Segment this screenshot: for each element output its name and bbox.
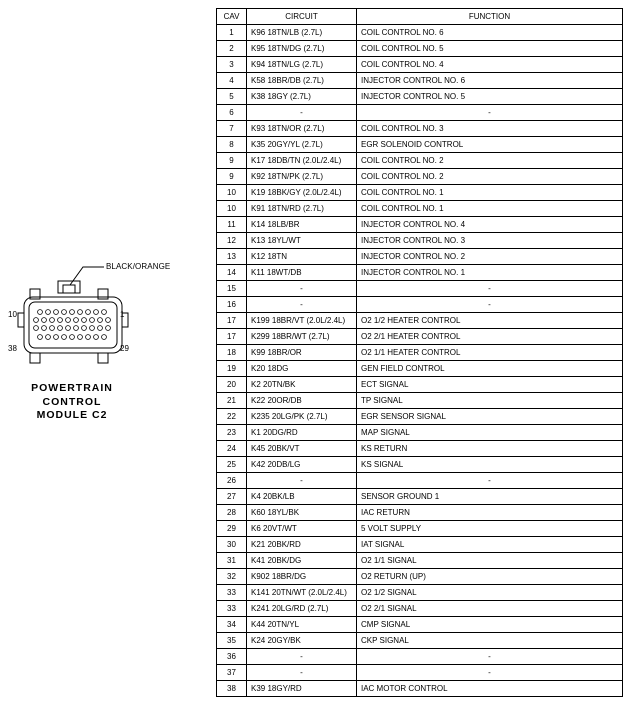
cell-function: COIL CONTROL NO. 3 — [357, 121, 623, 137]
cell-function: CMP SIGNAL — [357, 617, 623, 633]
cell-cav: 19 — [217, 361, 247, 377]
cell-circuit: K41 20BK/DG — [247, 553, 357, 569]
cell-circuit: - — [247, 665, 357, 681]
cell-cav: 3 — [217, 57, 247, 73]
cell-cav: 17 — [217, 329, 247, 345]
table-row — [217, 553, 623, 569]
cell-circuit: K12 18TN — [247, 249, 357, 265]
connector-panel — [0, 0, 215, 704]
cell-function: - — [357, 473, 623, 489]
connector-illustration — [0, 255, 215, 380]
connector-caption — [12, 382, 132, 423]
cell-function: O2 1/2 HEATER CONTROL — [357, 313, 623, 329]
cell-circuit: K1 20DG/RD — [247, 425, 357, 441]
table-row — [217, 185, 623, 201]
cell-function: COIL CONTROL NO. 1 — [357, 185, 623, 201]
cell-circuit: K95 18TN/DG (2.7L) — [247, 41, 357, 57]
caption-line: CONTROL — [42, 395, 102, 408]
cell-circuit: K235 20LG/PK (2.7L) — [247, 409, 357, 425]
cell-cav: 11 — [217, 217, 247, 233]
table-row — [217, 441, 623, 457]
table-row — [217, 57, 623, 73]
table-row — [217, 233, 623, 249]
cell-cav: 28 — [217, 505, 247, 521]
cell-circuit: K39 18GY/RD — [247, 681, 357, 697]
cell-function: COIL CONTROL NO. 2 — [357, 169, 623, 185]
table-row — [217, 249, 623, 265]
cell-cav: 33 — [217, 601, 247, 617]
table-row — [217, 505, 623, 521]
cell-circuit: K92 18TN/PK (2.7L) — [247, 169, 357, 185]
table-row — [217, 281, 623, 297]
cell-cav: 29 — [217, 521, 247, 537]
cell-function: - — [357, 297, 623, 313]
cell-circuit: K14 18LB/BR — [247, 217, 357, 233]
cell-function: EGR SENSOR SIGNAL — [357, 409, 623, 425]
table-row — [217, 585, 623, 601]
cell-cav: 22 — [217, 409, 247, 425]
cell-function: COIL CONTROL NO. 4 — [357, 57, 623, 73]
table-header-row — [217, 9, 623, 25]
cell-cav: 8 — [217, 137, 247, 153]
table-row — [217, 89, 623, 105]
cell-cav: 24 — [217, 441, 247, 457]
table-row — [217, 169, 623, 185]
cell-circuit: K19 18BK/GY (2.0L/2.4L) — [247, 185, 357, 201]
cell-circuit: K60 18YL/BK — [247, 505, 357, 521]
cell-cav: 23 — [217, 425, 247, 441]
cell-function: - — [357, 649, 623, 665]
cell-function: TP SIGNAL — [357, 393, 623, 409]
header-function: FUNCTION — [357, 9, 623, 25]
cell-cav: 14 — [217, 265, 247, 281]
table-row — [217, 617, 623, 633]
cell-cav: 35 — [217, 633, 247, 649]
cell-function: O2 2/1 HEATER CONTROL — [357, 329, 623, 345]
cell-function: - — [357, 665, 623, 681]
cell-circuit: K241 20LG/RD (2.7L) — [247, 601, 357, 617]
cell-function: COIL CONTROL NO. 5 — [357, 41, 623, 57]
table-row — [217, 201, 623, 217]
table-row — [217, 137, 623, 153]
table-row — [217, 633, 623, 649]
table-row — [217, 601, 623, 617]
cell-circuit: K299 18BR/WT (2.7L) — [247, 329, 357, 345]
cell-circuit: - — [247, 473, 357, 489]
table-row — [217, 265, 623, 281]
table-row — [217, 25, 623, 41]
caption-line: POWERTRAIN — [31, 382, 113, 394]
table-row — [217, 313, 623, 329]
cell-circuit: K38 18GY (2.7L) — [247, 89, 357, 105]
cell-cav: 12 — [217, 233, 247, 249]
table-row — [217, 41, 623, 57]
cell-cav: 33 — [217, 585, 247, 601]
table-row — [217, 217, 623, 233]
cell-cav: 27 — [217, 489, 247, 505]
pin-label-bottom-left: 38 — [8, 344, 17, 353]
cell-cav: 10 — [217, 185, 247, 201]
cell-function: - — [357, 105, 623, 121]
cell-cav: 9 — [217, 169, 247, 185]
pin-assignment-table — [216, 8, 623, 697]
cell-circuit: K99 18BR/OR — [247, 345, 357, 361]
cell-function: ECT SIGNAL — [357, 377, 623, 393]
cell-function: O2 1/2 SIGNAL — [357, 585, 623, 601]
cell-circuit: K6 20VT/WT — [247, 521, 357, 537]
cell-cav: 30 — [217, 537, 247, 553]
cell-cav: 13 — [217, 249, 247, 265]
cell-function: INJECTOR CONTROL NO. 1 — [357, 265, 623, 281]
table-row — [217, 73, 623, 89]
cell-cav: 16 — [217, 297, 247, 313]
header-circuit: CIRCUIT — [247, 9, 357, 25]
pin-label-bottom-right: 29 — [120, 344, 129, 353]
table-row — [217, 393, 623, 409]
cell-circuit: K21 20BK/RD — [247, 537, 357, 553]
cell-function: COIL CONTROL NO. 6 — [357, 25, 623, 41]
table-row — [217, 105, 623, 121]
cell-circuit: K58 18BR/DB (2.7L) — [247, 73, 357, 89]
pin-label-top-right: 1 — [120, 310, 125, 319]
cell-function: KS RETURN — [357, 441, 623, 457]
cell-function: GEN FIELD CONTROL — [357, 361, 623, 377]
cell-cav: 2 — [217, 41, 247, 57]
cell-cav: 6 — [217, 105, 247, 121]
table-row — [217, 649, 623, 665]
cell-function: MAP SIGNAL — [357, 425, 623, 441]
cell-circuit: K17 18DB/TN (2.0L/2.4L) — [247, 153, 357, 169]
table-row — [217, 361, 623, 377]
cell-circuit: - — [247, 297, 357, 313]
table-row — [217, 345, 623, 361]
table-row — [217, 425, 623, 441]
table-row — [217, 681, 623, 697]
table-row — [217, 665, 623, 681]
header-cav: CAV — [217, 9, 247, 25]
cell-function: KS SIGNAL — [357, 457, 623, 473]
cell-circuit: K20 18DG — [247, 361, 357, 377]
cell-circuit: K91 18TN/RD (2.7L) — [247, 201, 357, 217]
cell-function: 5 VOLT SUPPLY — [357, 521, 623, 537]
table-row — [217, 409, 623, 425]
cell-circuit: K13 18YL/WT — [247, 233, 357, 249]
cell-circuit: K2 20TN/BK — [247, 377, 357, 393]
pin-label-top-left: 10 — [8, 310, 17, 319]
cell-function: INJECTOR CONTROL NO. 6 — [357, 73, 623, 89]
table-row — [217, 521, 623, 537]
table-row — [217, 457, 623, 473]
cell-cav: 9 — [217, 153, 247, 169]
cell-cav: 18 — [217, 345, 247, 361]
caption-line: MODULE C2 — [36, 409, 108, 421]
cell-function: O2 1/1 HEATER CONTROL — [357, 345, 623, 361]
cell-function: IAT SIGNAL — [357, 537, 623, 553]
cell-cav: 36 — [217, 649, 247, 665]
cell-function: INJECTOR CONTROL NO. 2 — [357, 249, 623, 265]
table-row — [217, 121, 623, 137]
cell-circuit: K45 20BK/VT — [247, 441, 357, 457]
table-row — [217, 153, 623, 169]
cell-function: - — [357, 281, 623, 297]
cell-cav: 37 — [217, 665, 247, 681]
cell-cav: 26 — [217, 473, 247, 489]
cell-cav: 20 — [217, 377, 247, 393]
cell-circuit: K24 20GY/BK — [247, 633, 357, 649]
cell-circuit: K93 18TN/OR (2.7L) — [247, 121, 357, 137]
cell-function: IAC MOTOR CONTROL — [357, 681, 623, 697]
table-row — [217, 537, 623, 553]
cell-cav: 1 — [217, 25, 247, 41]
cell-circuit: K35 20GY/YL (2.7L) — [247, 137, 357, 153]
cell-circuit: - — [247, 281, 357, 297]
wire-color-label: BLACK/ORANGE — [106, 262, 171, 271]
cell-function: O2 RETURN (UP) — [357, 569, 623, 585]
cell-circuit: - — [247, 649, 357, 665]
cell-function: EGR SOLENOID CONTROL — [357, 137, 623, 153]
table-row — [217, 569, 623, 585]
cell-function: COIL CONTROL NO. 1 — [357, 201, 623, 217]
table-row — [217, 297, 623, 313]
cell-circuit: K11 18WT/DB — [247, 265, 357, 281]
cell-cav: 17 — [217, 313, 247, 329]
cell-function: COIL CONTROL NO. 2 — [357, 153, 623, 169]
cell-cav: 5 — [217, 89, 247, 105]
cell-circuit: K902 18BR/DG — [247, 569, 357, 585]
cell-function: INJECTOR CONTROL NO. 3 — [357, 233, 623, 249]
cell-cav: 32 — [217, 569, 247, 585]
cell-cav: 34 — [217, 617, 247, 633]
cell-function: INJECTOR CONTROL NO. 5 — [357, 89, 623, 105]
cell-function: O2 2/1 SIGNAL — [357, 601, 623, 617]
cell-circuit: - — [247, 105, 357, 121]
cell-circuit: K42 20DB/LG — [247, 457, 357, 473]
cell-circuit: K96 18TN/LB (2.7L) — [247, 25, 357, 41]
cell-function: INJECTOR CONTROL NO. 4 — [357, 217, 623, 233]
cell-cav: 38 — [217, 681, 247, 697]
table-row — [217, 489, 623, 505]
cell-cav: 15 — [217, 281, 247, 297]
cell-cav: 10 — [217, 201, 247, 217]
table-row — [217, 473, 623, 489]
cell-cav: 4 — [217, 73, 247, 89]
table-row — [217, 329, 623, 345]
cell-cav: 7 — [217, 121, 247, 137]
cell-circuit: K4 20BK/LB — [247, 489, 357, 505]
cell-circuit: K141 20TN/WT (2.0L/2.4L) — [247, 585, 357, 601]
table-row — [217, 377, 623, 393]
cell-cav: 31 — [217, 553, 247, 569]
cell-cav: 25 — [217, 457, 247, 473]
cell-function: CKP SIGNAL — [357, 633, 623, 649]
cell-circuit: K44 20TN/YL — [247, 617, 357, 633]
cell-function: O2 1/1 SIGNAL — [357, 553, 623, 569]
cell-function: IAC RETURN — [357, 505, 623, 521]
cell-circuit: K22 20OR/DB — [247, 393, 357, 409]
cell-cav: 21 — [217, 393, 247, 409]
table-body — [217, 25, 623, 697]
cell-circuit: K94 18TN/LG (2.7L) — [247, 57, 357, 73]
cell-function: SENSOR GROUND 1 — [357, 489, 623, 505]
cell-circuit: K199 18BR/VT (2.0L/2.4L) — [247, 313, 357, 329]
